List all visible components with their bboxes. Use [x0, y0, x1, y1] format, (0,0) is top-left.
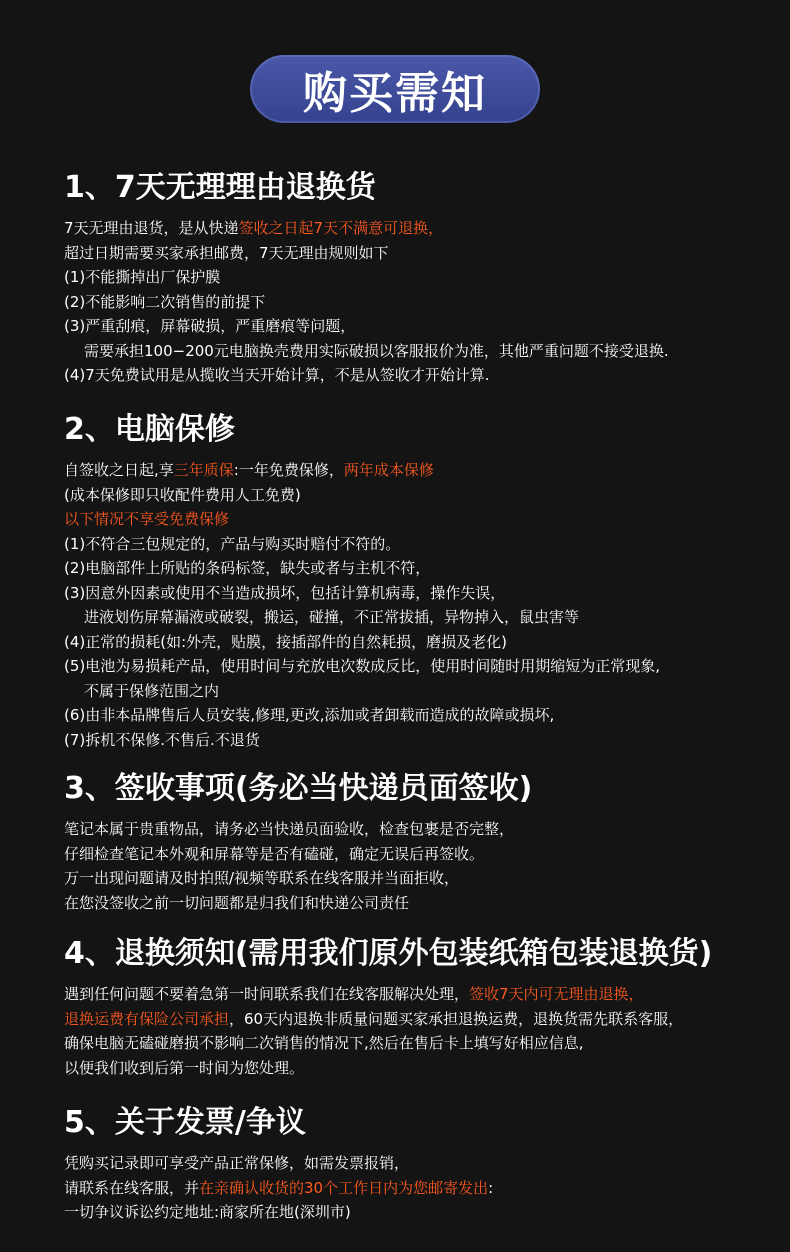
body-line: [64, 605, 764, 630]
body-text: 万一出现问题请及时拍照/视频等联系在线客服并当面拒收，: [64, 869, 460, 887]
body-text: 凭购买记录即可享受产品正常保修，如需发票报销，: [64, 1154, 410, 1172]
body-text: (1)不能撕掉出厂保护膜: [64, 268, 221, 286]
section-heading: 3、签收事项(务必当快递员面签收): [64, 771, 533, 806]
section-heading: 5、关于发票/争议: [64, 1105, 306, 1140]
body-text: 不属于保修范围之内: [84, 681, 220, 700]
body-text: 请联系在线客服，并: [64, 1178, 200, 1197]
body-line: [64, 1151, 764, 1176]
body-text: (7)拆机不保修.不售后.不退货: [64, 730, 260, 749]
body-text: (1)不符合三包规定的，产品与购买时赔付不符的。: [64, 534, 401, 553]
body-text: 7天无理由退货，是从快递: [64, 219, 239, 237]
body-line: [64, 339, 764, 364]
body-line: [64, 1007, 764, 1032]
body-line: [64, 679, 764, 704]
body-line: [64, 842, 764, 867]
body-line: [64, 265, 764, 290]
section-return-policy: [64, 168, 764, 388]
body-line: [64, 458, 764, 483]
body-text: (5)电池为易损耗产品，使用时间与充放电次数成反比，使用时间随时用期缩短为正常现象,: [64, 657, 661, 675]
body-text: 超过日期需要买家承担邮费，7天无理由规则如下: [64, 243, 389, 262]
body-text: 遇到任何问题不要着急第一时间联系我们在线客服解决处理，: [64, 985, 470, 1003]
highlight-text: 签收之日起7天不满意可退换，: [238, 219, 444, 237]
highlight-text: 在亲确认收货的30个工作日内为您邮寄发出: [199, 1178, 489, 1197]
body-text: (6)由非本品牌售后人员安装,修理,更改,添加或者卸载而造成的故障或损坏,: [64, 706, 555, 724]
body-line: [64, 556, 764, 581]
body-text: :: [488, 1178, 494, 1197]
body-line: [64, 866, 764, 891]
highlight-text: 退换运费有保险公司承担: [64, 1009, 230, 1028]
body-line: [64, 507, 764, 532]
section-delivery-signing: [64, 769, 764, 915]
body-text: (3)因意外因素或使用不当造成损坏，包括计算机病毒，操作失误，: [64, 583, 506, 602]
body-text: 进液划伤屏幕漏液或破裂，搬运，碰撞，不正常拔插，异物掉入，鼠虫害等: [84, 608, 580, 626]
body-line: [64, 581, 764, 606]
body-line: [64, 532, 764, 557]
body-line: [64, 703, 764, 728]
section-body: [64, 817, 764, 915]
body-line: [64, 1056, 764, 1081]
body-text: (2)不能影响二次销售的前提下: [64, 292, 266, 311]
body-text: (3)严重刮痕，屏幕破损，严重磨痕等问题，: [64, 317, 356, 335]
body-text: (4)正常的损耗(如:外壳，贴膜，接插部件的自然耗损，磨损及老化): [64, 632, 508, 651]
section-warranty: [64, 410, 764, 752]
section-heading: 4、退换须知(需用我们原外包装纸箱包装退换货): [64, 936, 713, 971]
body-text: :一年免费保修，: [233, 461, 344, 479]
section-exchange-notice: [64, 934, 764, 1080]
body-line: [64, 363, 764, 388]
body-line: [64, 817, 764, 842]
body-text: 自签收之日起,享: [64, 461, 174, 479]
body-text: (2)电脑部件上所贴的条码标签，缺失或者与主机不符，: [64, 559, 431, 577]
page-title: 购买需知: [303, 68, 487, 119]
body-text: 仔细检查笔记本外观和屏幕等是否有磕碰，确定无误后再签收。: [64, 844, 485, 863]
section-body: [64, 216, 764, 388]
body-line: [64, 728, 764, 753]
body-text: 需要承担100−200元电脑换壳费用实际破损以客服报价为准，其他严重问题不接受退换.: [84, 341, 669, 360]
body-line: [64, 1200, 764, 1225]
page-title-banner: [250, 55, 540, 123]
section-invoice-dispute: [64, 1103, 764, 1225]
body-line: [64, 290, 764, 315]
section-body: [64, 1151, 764, 1225]
body-line: [64, 216, 764, 241]
body-line: [64, 982, 764, 1007]
highlight-text: 两年成本保修: [343, 461, 434, 479]
body-text: 一切争议诉讼约定地址:商家所在地(深圳市): [64, 1203, 351, 1221]
body-line: [64, 483, 764, 508]
body-line: [64, 630, 764, 655]
highlight-text: 三年质保: [173, 461, 234, 479]
body-line: [64, 314, 764, 339]
body-line: [64, 654, 764, 679]
highlight-text: 以下情况不享受免费保修: [64, 510, 230, 528]
body-line: [64, 241, 764, 266]
section-heading: 2、电脑保修: [64, 412, 235, 447]
section-heading: 1、7天无理理由退换货: [64, 170, 376, 205]
section-body: [64, 982, 764, 1080]
body-text: 笔记本属于贵重物品，请务必当快递员面验收，检查包裹是否完整，: [64, 820, 515, 838]
body-text: 以便我们收到后第一时间为您处理。: [64, 1058, 305, 1077]
body-line: [64, 891, 764, 916]
section-body: [64, 458, 764, 752]
body-line: [64, 1031, 764, 1056]
body-text: ，60天内退换非质量问题买家承担退换运费，退换货需先联系客服，: [229, 1009, 684, 1028]
body-line: [64, 1176, 764, 1201]
body-text: 在您没签收之前一切问题都是归我们和快递公司责任: [64, 893, 410, 912]
body-text: 确保电脑无磕碰磨损不影响二次销售的情况下,然后在售后卡上填写好相应信息,: [64, 1034, 584, 1052]
body-text: (成本保修即只收配件费用人工免费): [64, 485, 301, 504]
highlight-text: 签收7天内可无理由退换，: [469, 985, 644, 1003]
body-text: (4)7天免费试用是从揽收当天开始计算，不是从签收才开始计算.: [64, 366, 490, 384]
